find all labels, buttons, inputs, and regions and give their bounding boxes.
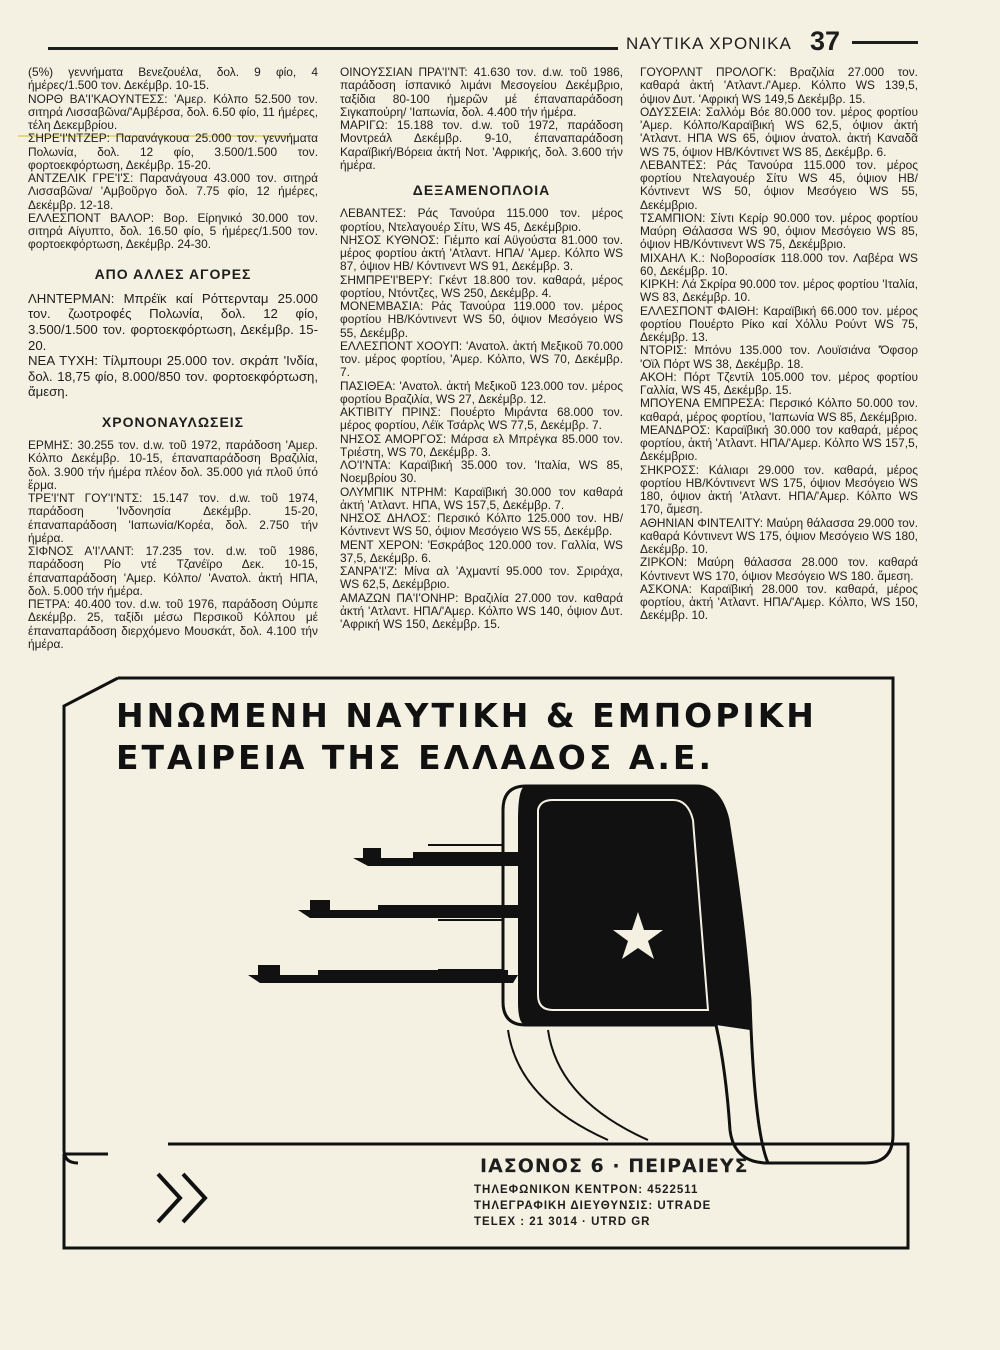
paragraph: ΣΗΡΕ'Ι'ΝΤΖΕΡ: Παρανάγκουα 25.000 τον. γεννήματα Πολωνία, δολ. 12 φίο, 3.500/1.500 τον. φορτοεκφόρτωση, Δεκέμβρ. 15-20. bbox=[28, 131, 318, 172]
paragraph: ΠΕΤΡΑ: 40.400 τον. d.w. τοῦ 1976, παράδοση Ούμπε Δεκέμβρ. 25, ταξίδι μέσω Περσικοῦ Κόλπου μέ έπαναπαράδοση διερχόμενο Μουσκάτ, δολ. 4.100 τήν ήμέρα. bbox=[28, 597, 318, 651]
column-middle bbox=[340, 66, 623, 631]
ad-company-name-line1: ΗΝΩΜΕΝΗ ΝΑΥΤΙΚΗ & ΕΜΠΟΡΙΚΗ bbox=[116, 696, 817, 735]
page-number: 37 bbox=[810, 26, 841, 56]
ad-company-name-line2: ΕΤΑΙΡΕΙΑ ΤΗΣ ΕΛΛΑΔΟΣ Α.Ε. bbox=[116, 738, 715, 777]
paragraph: ΜΠΟΥΕΝΑ ΕΜΠΡΕΣΑ: Περσικό Κόλπο 50.000 τον. καθαρά, μέρος φορτίου, 'Ιαπωνία WS 85, Δεκέμβριο. bbox=[640, 396, 918, 424]
paragraph: ΣΑΝΡΑ'Ι'Ζ: Μίνα αλ 'Αχμαντί 95.000 τον. Σριράχα, WS 62,5, Δεκέμβριο. bbox=[340, 564, 623, 592]
paragraph: ΟΔΥΣΣΕΙΑ: Σαλλόμ Βόε 80.000 τον. μέρος φορτίου 'Αμερ. Κόλπο/Καραϊβική WS 62,5, όψιον ἀκτή 'Ατλαντ. ΗΠΑ WS 65, όψιον ἀνατολ. ἀκτή Καναδᾶ WS 75, όψιον ΗΒ/Κόντινετ WS 85, Δεκέμβρ. 6. bbox=[640, 104, 918, 159]
paragraph: ΑΚΟΗ: Πόρτ Τζεντίλ 105.000 τον. μέρος φορτίου Γαλλία, WS 45, Δεκέμβρ. 15. bbox=[640, 369, 918, 397]
paragraph: ΛΕΒΑΝΤΕΣ: Ράς Τανούρα 115.000 τον. μέρος φορτίου Ντελαγουέρ Σίτυ WS 45, όψιον ΗΒ/Κόντινεντ WS 50, όψιον Μεσόγειο WS 55, Δεκέμβριο. bbox=[640, 157, 918, 212]
paragraph: ΕΛΛΕΣΠΟΝΤ ΒΑΛΟΡ: Βορ. Είρηνικό 30.000 τον. σιτηρά Αίγυπτο, δολ. 16.50 φίο, 5 ήμέρες/1.500 τον. φορτοεκφόρτωση, Δεκέμβρ. 24-30. bbox=[28, 210, 318, 252]
ad-telegraph: ΤΗΛΕΓΡΑΦΙΚΗ ΔΙΕΥΘΥΝΣΙΣ: UTRADE bbox=[474, 1200, 712, 1212]
contact-box bbox=[48, 1138, 923, 1265]
paragraph: ΝΟΡΘ ΒΑ'Ι'ΚΑΟΥΝΤΕΣΣ: 'Αμερ. Κόλπο 52.500 τον. σιτηρά Λισσαβῶνα/'Αμβέρσα, δολ. 6.50 φίο, 11 ήμέρες, τέλη Δεκεμβρίου. bbox=[28, 91, 318, 132]
paragraph: ΛΟ'Ι'ΝΤΑ: Καραϊβική 35.000 τον. 'Ιταλία, WS 85, Νοεμβρίου 30. bbox=[340, 458, 623, 486]
ship-icon bbox=[298, 900, 528, 918]
section-heading-time-charters: ΧΡΟΝΟΝΑΥΛΩΣΕΙΣ bbox=[101, 413, 245, 430]
paragraph: ΑΜΑΖΩΝ ΠΑ'Ι'ΟΝΗΡ: Βραζιλία 27.000 τον. καθαρά ἀκτή 'Ατλαντ. ΗΠΑ/'Αμερ. Κόλπο WS 140, όψιον Δυτ. 'Αφρική WS 150, Δεκέμβρ. 15. bbox=[340, 590, 623, 631]
paragraph: ΖΙΡΚΟΝ: Μαύρη θάλασσα 28.000 τον. καθαρά Κόντινεντ WS 170, όψιον Μεσόγειο WS 180. ἄμεση. bbox=[640, 555, 918, 583]
paragraph: ΤΣΑΜΠΙΟΝ: Σίντι Κερίρ 90.000 τον. μέρος φορτίου Μαύρη Θάλασσα WS 90, όψιον Μεσόγειο WS 85, όψιον ΗΒ/Κόντινεντ WS 75, Δεκέμβριο. bbox=[640, 210, 918, 252]
paragraph: ΜΟΝΕΜΒΑΣΙΑ: Ράς Τανούρα 119.000 τον. μέρος φορτίου ΗΒ/Κόντινεντ WS 50, όψιον Μεσόγειο WS 55, Δεκέμβρ. bbox=[340, 299, 623, 340]
paragraph: (5%) γεννήματα Βενεζουέλα, δολ. 9 φίο, 4 ήμέρες/1.500 τον. Δεκέμβρ. 10-15. bbox=[28, 65, 318, 93]
header-rule-right bbox=[852, 41, 918, 44]
section-heading-other-markets: ΑΠΟ ΑΛΛΕΣ ΑΓΟΡΕΣ bbox=[94, 265, 252, 282]
paragraph: ΓΟΥΟΡΛΝΤ ΠΡΟΛΟΓΚ: Βραζιλία 27.000 τον. καθαρά ἀκτή 'Ατλαντ./'Αμερ. Κόλπο WS 139,5, όψιον Δυτ. 'Αφρική WS 149,5 Δεκέμβρ. 15. bbox=[640, 65, 918, 106]
paragraph: ΝΗΣΟΣ ΑΜΟΡΓΟΣ: Μάρσα ελ Μπρέγκα 85.000 τον. Τριέστη, WS 70, Δεκέμβρ. 3. bbox=[340, 431, 623, 459]
paragraph: ΠΑΣΙΘΕΑ: 'Ανατολ. ἀκτή Μεξικοῦ 123.000 τον. μέρος φορτίου Βραζιλία, WS 27, Δεκέμβρ. 12. bbox=[340, 378, 623, 406]
paragraph: ΕΛΛΕΣΠΟΝΤ ΧΟΟΥΠ: 'Ανατολ. ἀκτή Μεξικοῦ 70.000 τον. μέρος φορτίου, 'Αμερ. Κόλπο, WS 70, Δεκέμβρ. 7. bbox=[340, 338, 623, 380]
ad-frame-left bbox=[64, 678, 118, 1163]
paragraph: ΤΡΕ'Ι'ΝΤ ΓΟΥ'Ι'ΝΤΣ: 15.147 τον. d.w. τοῦ 1974, παράδοση 'Ινδονησία Δεκέμβρ. 15-20, έπαναπαράδοση 'Ιαπωνία/Κορέα, δολ. 2.750 τήν ήμέρα. bbox=[28, 491, 318, 545]
paragraph: ΣΗΜΠΡΕ'Ι'ΒΕΡΥ: Γκέντ 18.800 τον. καθαρά, μέρος φορτίου, Ντόντζες, WS 250, Δεκέμβρ. 4. bbox=[340, 272, 623, 300]
paragraph: ΚΙΡΚΗ: Λά Σκρίρα 90.000 τον. μέρος φορτίου 'Ιταλία, WS 83, Δεκέμβρ. 10. bbox=[640, 277, 918, 305]
paragraph: ΑΘΗΝΙΑΝ ΦΙΝΤΕΛΙΤΥ: Μαύρη θάλασσα 29.000 τον. καθαρά Κόντινεντ WS 175, όψιον Μεσόγειο WS 180, Δεκέμβρ. 10. bbox=[640, 515, 918, 556]
paragraph: ΝΤΟΡΙΣ: Μπόνυ 135.000 τον. Λουϊσιάνα 'Όφσορ 'Οϊλ Πόρτ WS 38, Δεκέμβρ. 18. bbox=[640, 343, 918, 371]
paragraph: ΑΝΤΖΕΛΙΚ ΓΡΕ'Ι'Σ: Παρανάγουα 43.000 τον. σιτηρά Λισσαβῶνα/ 'Αμβοῦργο δολ. 7.75 φίο, 12 ήμέρες, Δεκέμβρ. 12-18. bbox=[28, 171, 318, 212]
column-right bbox=[640, 66, 918, 623]
paragraph: ΣΙΦΝΟΣ Α'Ι'ΛΑΝΤ: 17.235 τον. d.w. τοῦ 1986, παράδοση Ρίο ντέ Τζανέϊρο Δεκ. 10-15, έπαναπαράδοση 'Αμερ. Κόλπο/ 'Ανατολ. ἀκτή ΗΠΑ, δολ. 5.000 τήν ήμέρα. bbox=[28, 544, 318, 598]
ship-icon bbox=[353, 848, 533, 866]
ad-address: ΙΑΣΟΝΟΣ 6 · ΠΕΙΡΑΙΕΥΣ bbox=[480, 1155, 749, 1177]
section-heading-tankers: ΔΕΞΑΜΕΝΟΠΛΟΙΑ bbox=[412, 182, 551, 198]
paragraph: ΜΑΡΙΓΩ: 15.188 τον. d.w. τοῦ 1972, παράδοση Μοντρεάλ Δεκέμβρ. 9-10, έπαναπαράδοση Καραϊβική/Βόρεια ἀκτή Νοτ. 'Αφρικής, δολ. 3.600 τήν ήμέρα. bbox=[340, 118, 623, 172]
ad-funnel-dark bbox=[518, 786, 750, 1030]
paragraph: ΜΙΧΑΗΛ Κ.: Νοβοροσίσκ 118.000 τον. Λαβέρα WS 60, Δεκέμβρ. 10. bbox=[640, 250, 918, 278]
advertisement bbox=[48, 670, 923, 1190]
paragraph: ΣΗΚΡΟΣΣ: Κάλιαρι 29.000 τον. καθαρά, μέρος φορτίου ΗΒ/Κόντινεντ WS 175, όψιον Μεσόγειο WS 180, όψιον ἀκτή 'Ατλαντ. ΗΠΑ/'Αμερ. Κόλπο WS 170, ἄμεση. bbox=[640, 462, 918, 517]
paragraph: ΜΕΝΤ ΧΕΡΟΝ: 'Εσκράβος 120.000 τον. Γαλλία, WS 37,5, Δεκέμβρ. 6. bbox=[340, 537, 623, 565]
paragraph: ΛΕΒΑΝΤΕΣ: Ράς Τανούρα 115.000 τον. μέρος φορτίου, Ντελαγουέρ Σίτυ, WS 45, Δεκέμβριο. bbox=[340, 206, 623, 234]
chevron-right-icon bbox=[183, 1174, 205, 1222]
paragraph: ΛΗΝΤΕΡΜΑΝ: Μπρέϊκ καί Ρόττερνταμ 25.000 τον. ζωοτροφές Πολωνία, δολ. 12 φίο, 3.500/1.500 τον. φορτοεκφόρτωση, Δεκέμβρ. 15-20. bbox=[28, 290, 318, 353]
paragraph: ΕΡΜΗΣ: 30.255 τον. d.w. τοῦ 1972, παράδοση 'Αμερ. Κόλπο Δεκέμβρ. 10-15, έπαναπαράδοση Βραζιλία, δολ. 3.900 τήν ήμέρα πλέον δολ. 35.000 γιά πλοῦ ύπό ἕρμα. bbox=[28, 438, 318, 492]
ship-icon bbox=[248, 965, 518, 983]
paragraph: ΟΙΝΟΥΣΣΙΑΝ ΠΡΑ'Ι'ΝΤ: 41.630 τον. d.w. τοῦ 1986, παράδοση ίσπανικό λιμάνι Μεσογείου Δεκέμβριο, ταξίδια 80-100 ήμερῶν μέ έπαναπαράδοση Σιγκαπούρη/ 'Ιαπωνία, δολ. 4.400 τήν ήμέρα. bbox=[340, 65, 623, 119]
column-left bbox=[28, 66, 318, 651]
chevron-right-icon bbox=[158, 1174, 180, 1222]
paragraph: ΝΕΑ ΤΥΧΗ: Τίλμπουρι 25.000 τον. σκράπ 'Ινδία, δολ. 18,75 φίο, 8.000/850 τον. φορτοεκφόρτωση, ἄμεση. bbox=[28, 353, 318, 400]
paragraph: ΝΗΣΟΣ ΔΗΛΟΣ: Περσικό Κόλπο 125.000 τον. ΗΒ/Κόντινεντ WS 50, όψιον Μεσόγειο WS 55, Δεκέμβρ. bbox=[340, 511, 623, 539]
ad-phone: ΤΗΛΕΦΩΝΙΚΟΝ ΚΕΝΤΡΟΝ: 4522511 bbox=[474, 1184, 699, 1196]
paragraph: ΜΕΑΝΔΡΟΣ: Καραϊβική 30.000 τον καθαρά, μέρος φορτίου, ἀκτή 'Ατλαντ. ΗΠΑ/'Αμερ. Κόλπο WS 157,5, Δεκέμβριο. bbox=[640, 422, 918, 464]
paragraph: ΑΣΚΟΝΑ: Καραϊβική 28.000 τον. καθαρά, μέρος φορτίου, ἀκτή 'Ατλαντ. ΗΠΑ/'Αμερ. Κόλπο, WS 150, Δεκέμβρ. 10. bbox=[640, 581, 918, 623]
running-header-title: ΝΑΥΤΙΚΑ ΧΡΟΝΙΚΑ bbox=[626, 34, 792, 53]
header-rule-left bbox=[48, 47, 618, 50]
ad-telex: TELEX : 21 3014 · UTRD GR bbox=[474, 1216, 651, 1228]
paragraph: ΟΛΥΜΠΙΚ ΝΤΡΗΜ: Καραϊβική 30.000 τον καθαρά ἀκτή 'Ατλαντ. ΗΠΑ, WS 157,5, Δεκέμβρ. 7. bbox=[340, 484, 623, 512]
paragraph: ΕΛΛΕΣΠΟΝΤ ΦΑΙΘΗ: Καραϊβική 66.000 τον. μέρος φορτίου Πουέρτο Ρίκο καί Χόλλυ Ρούντ WS 75, Δεκέμβρ. 13. bbox=[640, 303, 918, 344]
paragraph: ΑΚΤΙΒΙΤΥ ΠΡΙΝΣ: Πουέρτο Μιράντα 68.000 τον. μέρος φορτίου, Λέϊκ Τσάρλς WS 77,5, Δεκέμβρ. 7. bbox=[340, 405, 623, 433]
paragraph: ΝΗΣΟΣ ΚΥΘΝΟΣ: Γιέμπο καί Αϋγούστα 81.000 τον. μέρος φορτίου ἀκτή 'Ατλαντ. ΗΠΑ/ 'Αμερ. Κόλπο WS 87, όψιον ΗΒ/ Κόντινεντ WS 91, Δεκέμβρ. 3. bbox=[340, 232, 623, 274]
